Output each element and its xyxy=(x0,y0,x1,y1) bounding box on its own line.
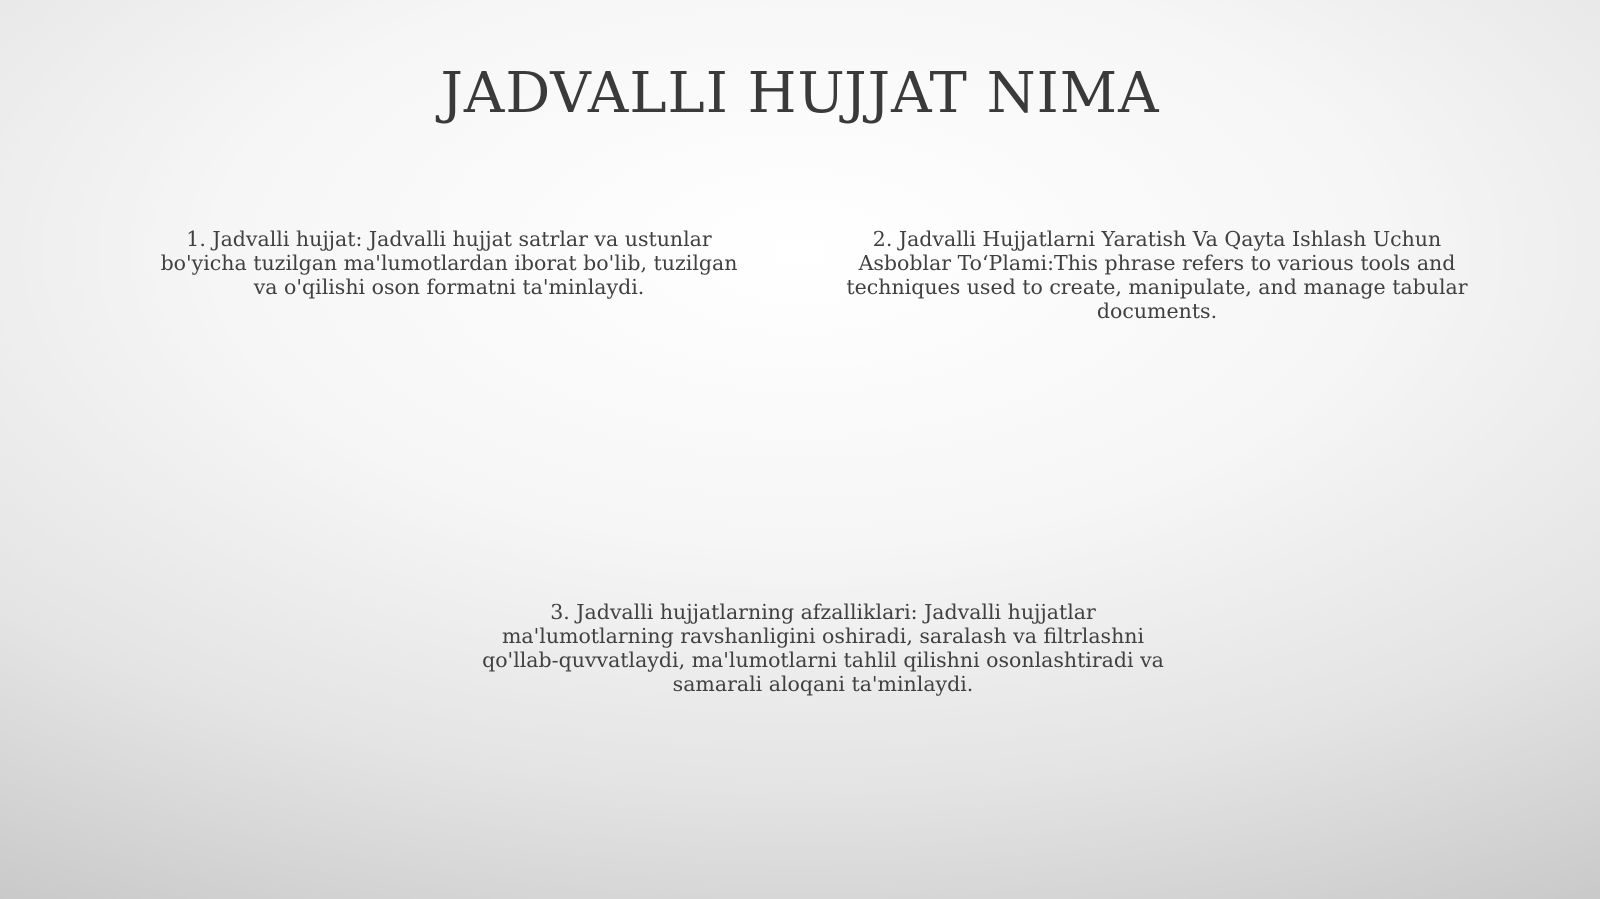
point-1-text: 1. Jadvalli hujjat: Jadvalli hujjat satrlar va ustunlar bo'yicha tuzilgan ma'lumotlardan iborat bo'lib, tuzilgan va o'qilishi oson formatni ta'minlaydi. xyxy=(160,227,738,299)
slide-title: JADVALLI HUJJAT NIMA xyxy=(440,61,1160,126)
point-3-text: 3. Jadvalli hujjatlarning afzalliklari: Jadvalli hujjatlar ma'lumotlarning ravshanligini oshiradi, saralash va filtrlashni qo'llab-quvvatlaydi, ma'lumotlarni tahlil qilishni osonlashtiradi va samarali aloqani ta'minlaydi. xyxy=(482,600,1164,696)
point-2-text: 2. Jadvalli Hujjatlarni Yaratish Va Qayta Ishlash Uchun Asboblar To‘Plami:This phrase refers to various tools and techniques used to create, manipulate, and manage tabular documents. xyxy=(846,227,1468,323)
